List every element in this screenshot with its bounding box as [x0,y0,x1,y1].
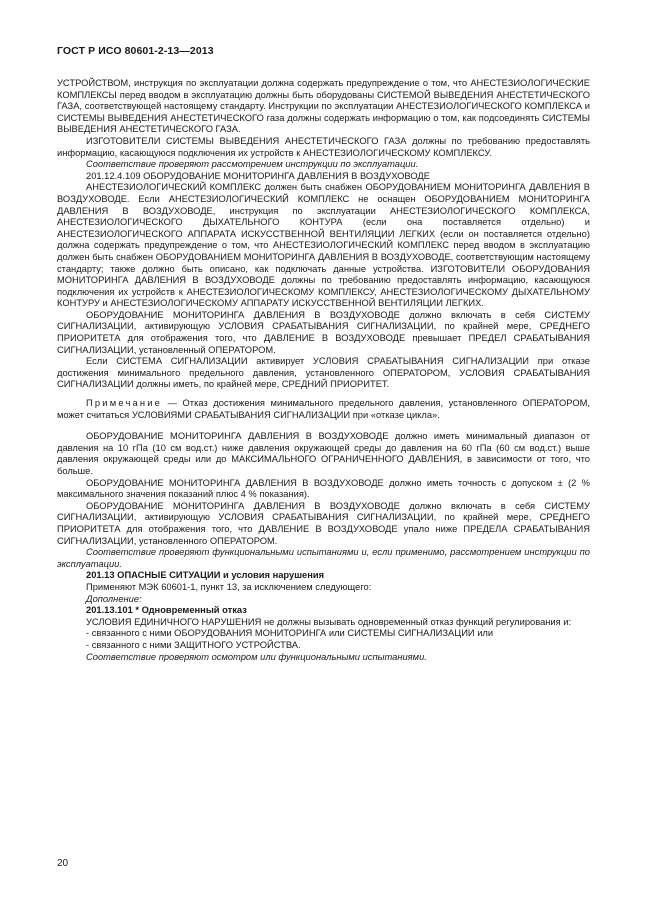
document-header: ГОСТ Р ИСО 80601-2-13—2013 [57,45,214,57]
paragraph-1: УСТРОЙСТВОМ, инструкция по эксплуатации должна содержать предупреждение о том, что АНЕСТЕЗИОЛОГИЧЕСКИЕ КОМПЛЕКСЫ перед вводом в эксплуатацию должны быть оборудованы СИСТЕМОЙ ВЫВЕДЕНИЯ АНЕСТЕТИЧЕСКОГО ГАЗА, соответствующей настоящему стандарту. Инструкции по эксплуатации АНЕСТЕЗИОЛОГИЧЕСКОГО КОМПЛЕКСА и СИСТЕМЫ ВЫВЕДЕНИЯ АНЕСТЕТИЧЕСКОГО газа должны содержать информацию о том, как подсоединять СИСТЕМЫ ВЫВЕДЕНИЯ АНЕСТЕТИЧЕСКОГО ГАЗА. [57,78,590,135]
paragraph-5: Если СИСТЕМА СИГНАЛИЗАЦИИ активирует УСЛОВИЯ СРАБАТЫВАНИЯ СИГНАЛИЗАЦИИ при отказе достижения минимального предельного давления, установленного ОПЕРАТОРОМ, УСЛОВИЯ СРАБАТЫВАНИЯ СИГНАЛИЗАЦИИ должны иметь, по крайней мере, СРЕДНИЙ ПРИОРИТЕТ. [57,356,590,390]
list-item-1: - связанного с ними ОБОРУДОВАНИЯ МОНИТОРИНГА или СИСТЕМЫ СИГНАЛИЗАЦИИ или [86,628,494,639]
section-heading-201-12-4-109: 201.12.4.109 ОБОРУДОВАНИЕ МОНИТОРИНГА ДАВЛЕНИЯ В ВОЗДУХОВОДЕ [86,170,430,181]
note-paragraph [57,398,590,421]
paragraph-4: ОБОРУДОВАНИЕ МОНИТОРИНГА ДАВЛЕНИЯ В ВОЗДУХОВОДЕ должно включать в себя СИСТЕМУ СИГНАЛИЗАЦИИ, активирующую УСЛОВИЯ СРАБАТЫВАНИЯ СИГНАЛИЗАЦИИ, по крайней мере, СРЕДНЕГО ПРИОРИТЕТА для отображения того, что ДАВЛЕНИЕ В ВОЗДУХОВОДЕ превышает ПРЕДЕЛ СРАБАТЫВАНИЯ СИГНАЛИЗАЦИИ, установленный ОПЕРАТОРОМ. [57,309,590,355]
section-heading-201-13: 201.13 ОПАСНЫЕ СИТУАЦИИ и условия нарушения [86,570,325,581]
paragraph-2: ИЗГОТОВИТЕЛИ СИСТЕМЫ ВЫВЕДЕНИЯ АНЕСТЕТИЧЕСКОГО ГАЗА должны по требованию предоставлять информацию, касающуюся подключения их устройств к АНЕСТЕЗИОЛОГИЧЕСКОМУ КОМПЛЕКСУ. [57,135,590,158]
compliance-note-2: Соответствие проверяют функциональными испытаниями и, если применимо, рассмотрением инструкции по эксплуатации. [57,547,590,569]
paragraph-9: Применяют МЭК 60601-1, пункт 13, за исключением следующего: [86,581,372,592]
paragraph-8: ОБОРУДОВАНИЕ МОНИТОРИНГА ДАВЛЕНИЯ В ВОЗДУХОВОДЕ должно включать в себя СИСТЕМУ СИГНАЛИЗАЦИИ, активирующую УСЛОВИЯ СРАБАТЫВАНИЯ СИГНАЛИЗАЦИИ, по крайней мере, СРЕДНЕГО ПРИОРИТЕТА для отображения того, что ДАВЛЕНИЕ В ВОЗДУХОВОДЕ упало ниже ПРЕДЕЛА СРАБАТЫВАНИЯ СИГНАЛИЗАЦИИ, установленного ОПЕРАТОРОМ. [57,500,590,546]
paragraph-7: ОБОРУДОВАНИЕ МОНИТОРИНГА ДАВЛЕНИЯ В ВОЗДУХОВОДЕ должно иметь точность с допуском ± (2 % максимального значения показаний плюс 4 % показания). [57,477,590,500]
document-body [57,78,590,663]
paragraph-3: АНЕСТЕЗИОЛОГИЧЕСКИЙ КОМПЛЕКС должен быть снабжен ОБОРУДОВАНИЕМ МОНИТОРИНГА ДАВЛЕНИЯ В ВОЗДУХОВОДЕ. Если АНЕСТЕЗИОЛОГИЧЕСКИЙ КОМПЛЕКС не оснащен ОБОРУДОВАНИЕМ МОНИТОРИНГА ДАВЛЕНИЯ В ВОЗДУХОВОДЕ, инструкция по эксплуатации АНЕСТЕЗИОЛОГИЧЕСКОГО КОМПЛЕКСА, АНЕСТЕЗИОЛОГИЧЕСКОГО ДЫХАТЕЛЬНОГО КОНТУРА (если она поставляется отдельно) и АНЕСТЕЗИОЛОГИЧЕСКОГО АППАРАТА ИСКУССТВЕННОЙ ВЕНТИЛЯЦИИ ЛЕГКИХ (если он поставляется отдельно) должна содержать предупреждение о том, что АНЕСТЕЗИОЛОГИЧЕСКИЙ КОМПЛЕКС перед вводом в эксплуатацию должен быть снабжен ОБОРУДОВАНИЕМ МОНИТОРИНГА ДАВЛЕНИЯ В ВОЗДУХОВОДЕ, соответствующим настоящему стандарту; также должно быть описано, как подключать данные устройства. ИЗГОТОВИТЕЛИ ОБОРУДОВАНИЯ МОНИТОРИНГА ДАВЛЕНИЯ В ВОЗДУХОВОДЕ должны по требованию предоставлять информацию, касающуюся подключения их устройств к АНЕСТЕЗИОЛОГИЧЕСКОМУ КОМПЛЕКСУ, АНЕСТЕЗИОЛОГИЧЕСКОМУ ДЫХАТЕЛЬНОМУ КОНТУРУ и АНЕСТЕЗИОЛОГИЧЕСКОМУ АППАРАТУ ИСКУССТВЕННОЙ ВЕНТИЛЯЦИИ ЛЕГКИХ. [57,182,590,309]
list-item-2: - связанного с ними ЗАЩИТНОГО УСТРОЙСТВА. [86,639,301,650]
compliance-note-3: Соответствие проверяют осмотром или функциональными испытаниями. [86,651,427,662]
note-label: Примечание [86,398,163,409]
note-text: — Отказ достижения минимального предельного давления, установленного ОПЕРАТОРОМ, может считаться УСЛОВИЯМИ СРАБАТЫВАНИЯ СИГНАЛИЗАЦИИ при «отказе цикла». [57,398,590,420]
section-heading-201-13-101: 201.13.101 * Одновременный отказ [86,605,247,616]
paragraph-10: УСЛОВИЯ ЕДИНИЧНОГО НАРУШЕНИЯ не должны вызывать одновременный отказ функций регулирования и: [86,616,572,627]
page-number: 20 [57,858,69,869]
paragraph-6: ОБОРУДОВАНИЕ МОНИТОРИНГА ДАВЛЕНИЯ В ВОЗДУХОВОДЕ должно иметь минимальный диапазон от давления на 10 гПа (10 см вод.ст.) ниже давления окружающей среды до давления на 60 гПа (60 см вод.ст.) выше давления окружающей среды или до МАКСИМАЛЬНОГО ОГРАНИЧЕННОГО ДАВЛЕНИЯ, в зависимости от того, что больше. [57,431,590,476]
addition-label: Дополнение: [86,593,142,604]
compliance-note-1: Соответствие проверяют рассмотрением инструкции по эксплуатации. [86,159,419,170]
